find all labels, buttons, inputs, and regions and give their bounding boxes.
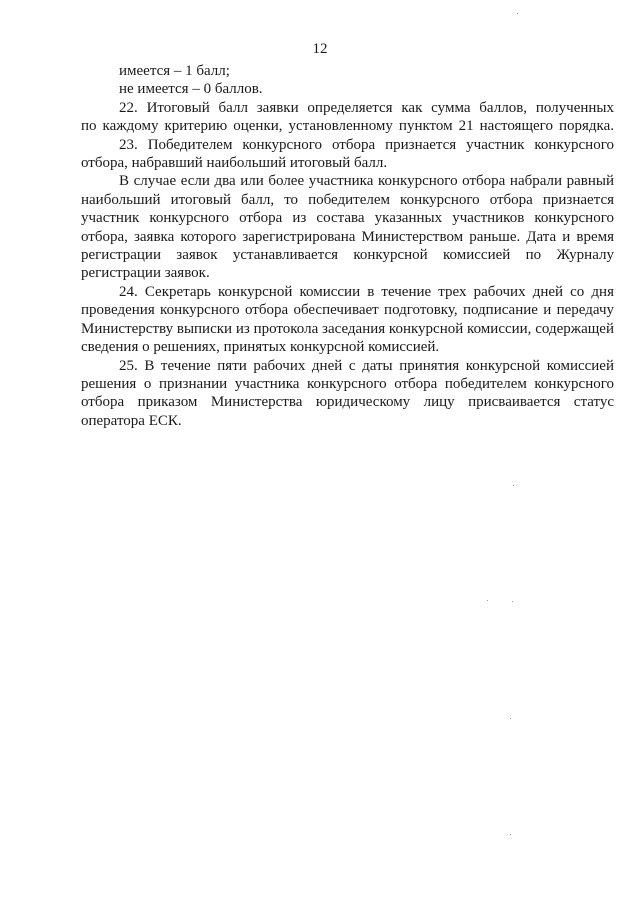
paragraph-25-line: оператора ЕСК. [81,412,182,429]
paragraph-22-line: по каждому критерию оценки, установленному пунктом 21 настоящего порядка. [81,118,614,135]
scan-speck [512,601,513,602]
tie-paragraph-line: В случае если два или более участника конкурсного отбора набрали равный [119,173,614,190]
paragraph-24-line: проведения конкурсного отбора обеспечивает подготовку, подписание и передачу [81,302,614,319]
paragraph-25-line: отбора приказом Министерства юридическому лицу присваивается статус [81,394,614,411]
tie-paragraph-line: регистрации заявок устанавливается конкурсной комиссией по Журналу [81,247,614,264]
paragraph-25-line: решения о признании участника конкурсного отбора победителем конкурсного [81,375,614,392]
text-line: не имеется – 0 баллов. [119,81,263,98]
scan-speck [517,13,518,14]
scan-speck [487,600,488,601]
paragraph-24-line: сведения о решениях, принятых конкурсной комиссией. [81,339,440,356]
page-number: 12 [312,41,328,57]
scan-speck [510,834,511,835]
paragraph-23-line: отбора, набравший наибольший итоговый балл. [81,155,388,172]
tie-paragraph-line: отбора, заявка которого зарегистрирована Министерством раньше. Дата и время [81,228,614,245]
paragraph-24-line: Министерству выписки из протокола заседания конкурсной комиссии, содержащей [81,320,614,337]
paragraph-23-line: 23. Победителем конкурсного отбора признается участник конкурсного [119,136,614,153]
paragraph-24-line: 24. Секретарь конкурсной комиссии в течение трех рабочих дней со дня [119,283,614,300]
tie-paragraph-line: регистрации заявок. [81,265,210,282]
tie-paragraph-line: наибольший итоговый балл, то победителем конкурсного отбора признается [81,191,614,208]
scan-speck [513,485,514,486]
document-body [81,62,614,430]
scan-speck [510,718,511,719]
tie-paragraph-line: участник конкурсного отбора из состава указанных участников конкурсного [81,210,614,227]
paragraph-25-line: 25. В течение пяти рабочих дней с даты принятия конкурсной комиссией [119,357,614,374]
text-line: имеется – 1 балл; [119,63,230,79]
paragraph-22-line: 22. Итоговый балл заявки определяется как сумма баллов, полученных [119,99,614,116]
